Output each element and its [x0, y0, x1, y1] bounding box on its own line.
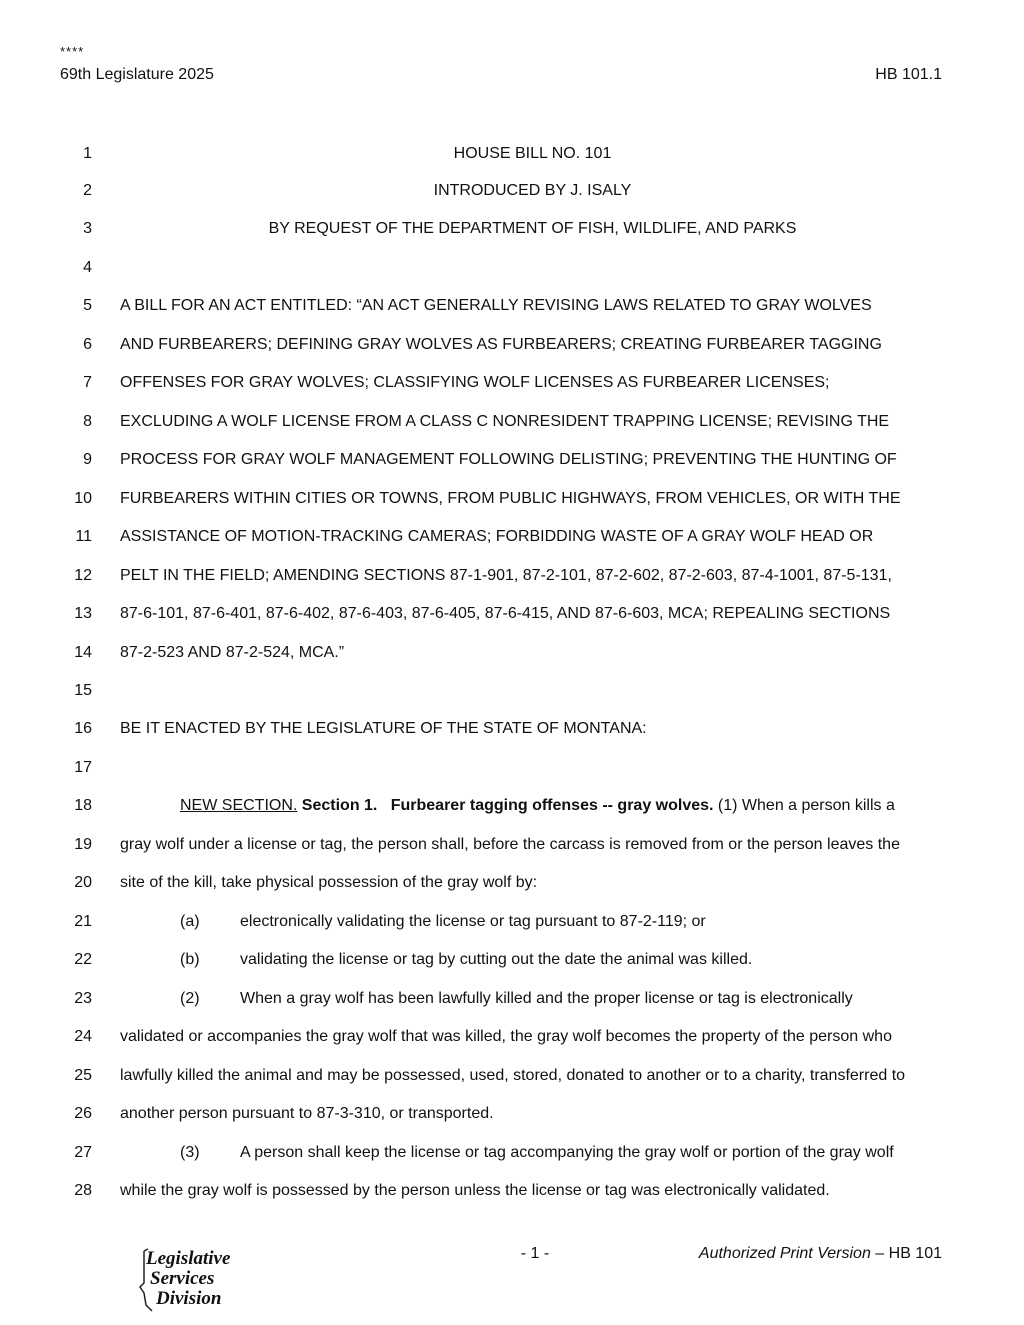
- line-number: 6: [83, 336, 92, 353]
- line-number: 23: [74, 990, 92, 1007]
- logo-line-legislative: Legislative: [146, 1248, 231, 1269]
- line-text: EXCLUDING A WOLF LICENSE FROM A CLASS C NONRESIDENT TRAPPING LICENSE; REVISING THE: [120, 413, 890, 430]
- line-number: 2: [83, 182, 92, 199]
- bill-title: HOUSE BILL NO. 101: [453, 145, 612, 162]
- line-number: 8: [83, 413, 92, 430]
- bill-line: [0, 911, 1024, 933]
- line-number: 3: [83, 220, 92, 237]
- bill-line: [0, 449, 1024, 471]
- subsection-label: (2): [180, 990, 200, 1007]
- line-text: another person pursuant to 87-3-310, or transported.: [120, 1105, 494, 1122]
- logo-line-division: Division: [156, 1288, 222, 1309]
- bill-line: [0, 834, 1024, 856]
- subsection-label: (b): [180, 951, 200, 968]
- line-text: lawfully killed the animal and may be possessed, used, stored, donated to another or to a charity, transferred to: [120, 1067, 906, 1084]
- subsection-label: (a): [180, 913, 200, 930]
- bill-line: [0, 680, 1024, 702]
- new-section-label: NEW SECTION.: [180, 797, 298, 814]
- line-number: 25: [74, 1067, 92, 1084]
- bill-line: [0, 1103, 1024, 1125]
- line-number: 15: [74, 682, 92, 699]
- enacting-clause: BE IT ENACTED BY THE LEGISLATURE OF THE STATE OF MONTANA:: [120, 720, 647, 737]
- line-number: 28: [74, 1182, 92, 1199]
- line-text: ASSISTANCE OF MOTION-TRACKING CAMERAS; FORBIDDING WASTE OF A GRAY WOLF HEAD OR: [120, 528, 874, 545]
- legislative-services-logo: [134, 1243, 254, 1315]
- bill-line: [0, 718, 1024, 740]
- line-text: electronically validating the license or tag pursuant to 87-2-119; or: [240, 913, 706, 930]
- line-number: 7: [83, 374, 92, 391]
- line-number: 22: [74, 951, 92, 968]
- line-text: gray wolf under a license or tag, the person shall, before the carcass is removed from or the person leaves the: [120, 836, 900, 853]
- bill-line: [0, 180, 1024, 202]
- authorized-bill: – HB 101: [870, 1245, 942, 1262]
- bill-line: [0, 1142, 1024, 1164]
- legislature-session: 69th Legislature 2025: [60, 66, 214, 83]
- line-number: 24: [74, 1028, 92, 1045]
- line-number: 18: [74, 797, 92, 814]
- bill-line: [0, 1180, 1024, 1202]
- bill-line: [0, 411, 1024, 433]
- section-number: Section 1.: [301, 797, 378, 814]
- subsection-label: (3): [180, 1144, 200, 1161]
- bill-line: [0, 372, 1024, 394]
- line-number: 16: [74, 720, 92, 737]
- line-number: 13: [74, 605, 92, 622]
- bill-line: [0, 488, 1024, 510]
- logo-line-services: Services: [150, 1268, 215, 1289]
- line-text: while the gray wolf is possessed by the person unless the license or tag was electronically validated.: [120, 1182, 830, 1199]
- line-text: OFFENSES FOR GRAY WOLVES; CLASSIFYING WOLF LICENSES AS FURBEARER LICENSES;: [120, 374, 830, 391]
- line-number: 4: [83, 259, 92, 276]
- line-number: 19: [74, 836, 92, 853]
- line-text: validating the license or tag by cutting out the date the animal was killed.: [240, 951, 753, 968]
- bill-identifier: HB 101.1: [875, 66, 942, 83]
- bill-line: [0, 526, 1024, 548]
- bill-requester: BY REQUEST OF THE DEPARTMENT OF FISH, WILDLIFE, AND PARKS: [268, 220, 797, 237]
- bill-line: [0, 949, 1024, 971]
- bill-line: [0, 295, 1024, 317]
- line-text: AND FURBEARERS; DEFINING GRAY WOLVES AS FURBEARERS; CREATING FURBEARER TAGGING: [120, 336, 882, 353]
- line-number: 10: [74, 490, 92, 507]
- line-text: PROCESS FOR GRAY WOLF MANAGEMENT FOLLOWING DELISTING; PREVENTING THE HUNTING OF: [120, 451, 897, 468]
- line-number: 14: [74, 644, 92, 661]
- line-text: (1) When a person kills a: [717, 797, 895, 814]
- line-number: 17: [74, 759, 92, 776]
- draft-marker: ****: [60, 44, 85, 59]
- page-number: - 1 -: [520, 1245, 550, 1262]
- bill-sponsor: INTRODUCED BY J. ISALY: [433, 182, 632, 199]
- bill-line: [0, 872, 1024, 894]
- line-number: 20: [74, 874, 92, 891]
- bill-line: [0, 257, 1024, 279]
- line-text: 87-2-523 AND 87-2-524, MCA.”: [120, 644, 345, 661]
- line-text: FURBEARERS WITHIN CITIES OR TOWNS, FROM PUBLIC HIGHWAYS, FROM VEHICLES, OR WITH THE: [120, 490, 901, 507]
- line-text: site of the kill, take physical possession of the gray wolf by:: [120, 874, 538, 891]
- line-number: 27: [74, 1144, 92, 1161]
- line-text: A person shall keep the license or tag accompanying the gray wolf or portion of the gray wolf: [240, 1144, 894, 1161]
- line-number: 1: [83, 145, 92, 162]
- bill-line: [0, 565, 1024, 587]
- line-number: 5: [83, 297, 92, 314]
- section-heading-line: [180, 795, 895, 817]
- bill-line: [0, 218, 1024, 240]
- authorized-label: Authorized Print Version: [698, 1245, 871, 1262]
- bill-line: [0, 603, 1024, 625]
- line-text: PELT IN THE FIELD; AMENDING SECTIONS 87-1-901, 87-2-101, 87-2-602, 87-2-603, 87-4-1001, 87-5-131,: [120, 567, 892, 584]
- bill-line: [0, 1026, 1024, 1048]
- bill-line: [0, 988, 1024, 1010]
- line-text: 87-6-101, 87-6-401, 87-6-402, 87-6-403, 87-6-405, 87-6-415, AND 87-6-603, MCA; REPEALING SECTIONS: [120, 605, 891, 622]
- authorized-print-version: [699, 1245, 942, 1263]
- line-number: 26: [74, 1105, 92, 1122]
- line-number: 12: [74, 567, 92, 584]
- bill-line: [0, 795, 1024, 817]
- line-text: A BILL FOR AN ACT ENTITLED: “AN ACT GENERALLY REVISING LAWS RELATED TO GRAY WOLVES: [120, 297, 872, 314]
- section-title: Furbearer tagging offenses -- gray wolves.: [390, 797, 714, 814]
- bill-line: [0, 1065, 1024, 1087]
- line-text: validated or accompanies the gray wolf that was killed, the gray wolf becomes the property of the person who: [120, 1028, 892, 1045]
- bill-line: [0, 143, 1024, 165]
- bill-line: [0, 334, 1024, 356]
- bill-line: [0, 757, 1024, 779]
- line-number: 9: [83, 451, 92, 468]
- bill-line: [0, 642, 1024, 664]
- line-text: When a gray wolf has been lawfully killed and the proper license or tag is electronically: [240, 990, 853, 1007]
- line-number: 11: [75, 528, 92, 545]
- line-number: 21: [74, 913, 92, 930]
